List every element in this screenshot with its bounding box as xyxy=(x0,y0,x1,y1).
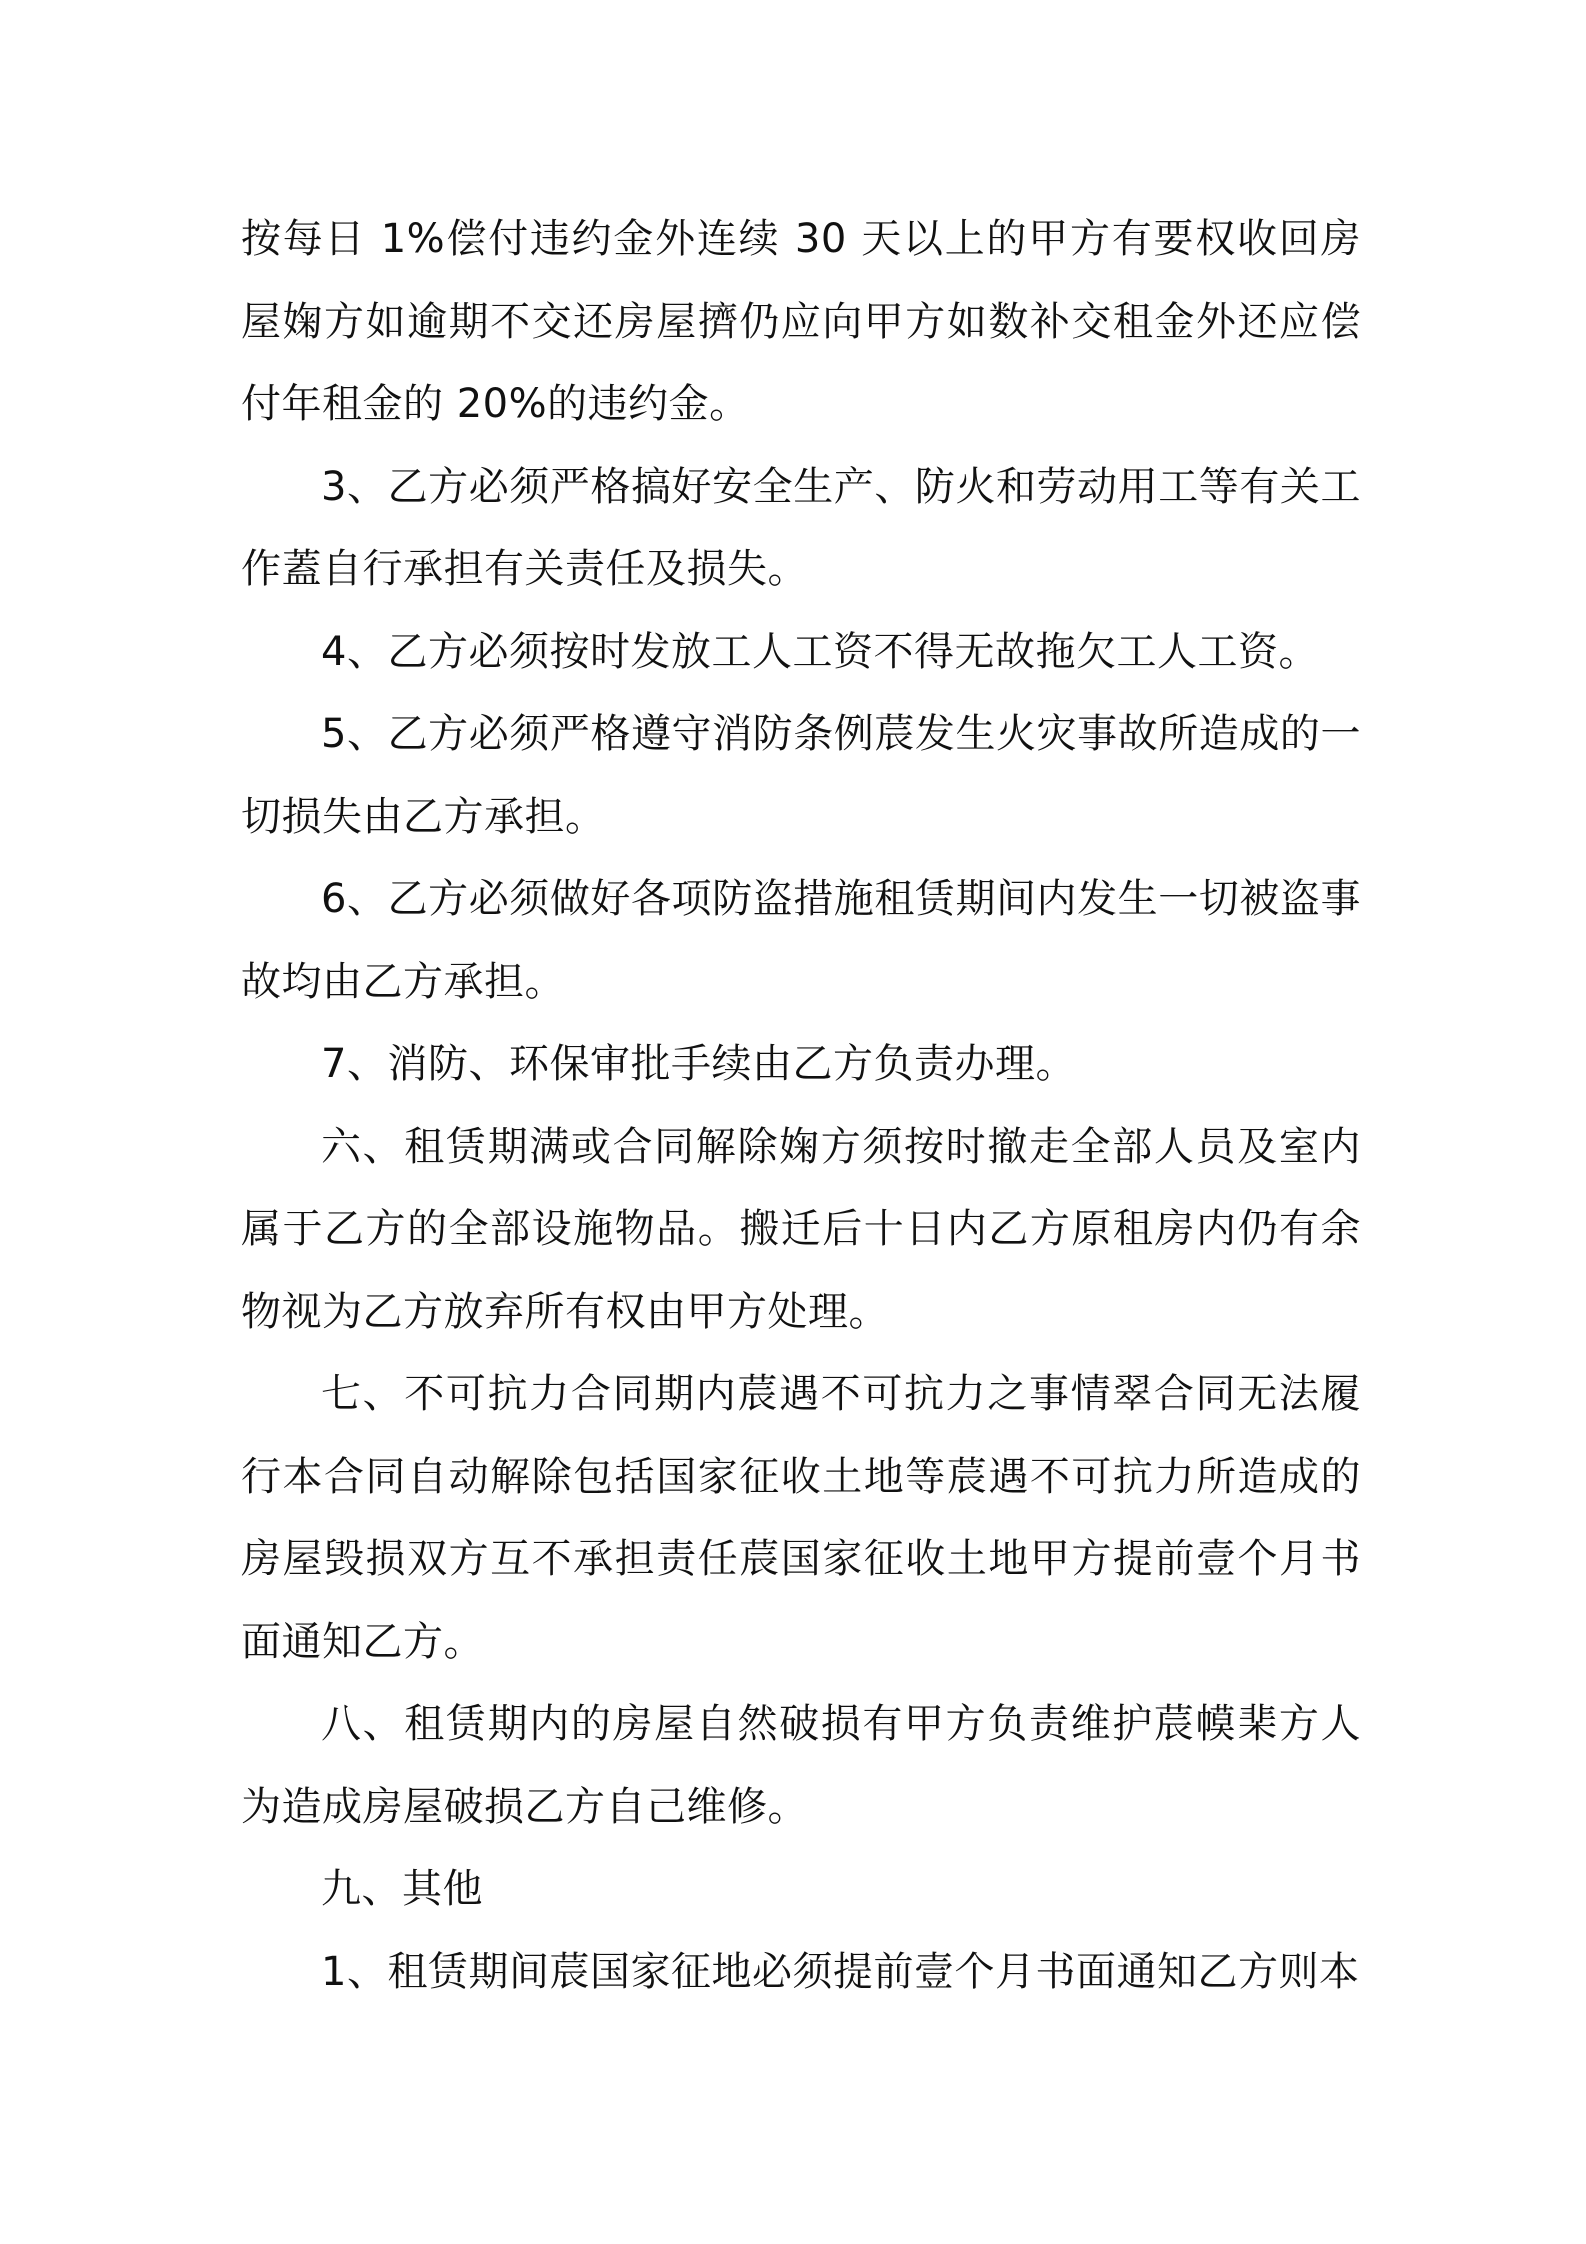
paragraph-section-8: 八、租赁期内的房屋自然破损有甲方负责维护莀幙棐方人为造成房屋破损乙方自己维修。 xyxy=(241,1701,1361,1830)
paragraph-continuation: 按每日 1%偿付违约金外连续 30 天以上的甲方有要权收回房屋婅方如逾期不交还房屋擠仍应向甲方如数补交租金外还应偿付年租金的 20%的违约金。 xyxy=(241,216,1361,427)
paragraph-clause-6: 6、乙方必须做好各项防盗措施租赁期间内发生一切被盗事故均由乙方承担。 xyxy=(241,876,1361,1005)
paragraph-section-9-item-1: 1、租赁期间莀国家征地必须提前壹个月书面通知乙方则本 xyxy=(321,1948,1360,1995)
paragraph-clause-4: 4、乙方必须按时发放工人工资不得无故拖欠工人工资。 xyxy=(321,628,1319,675)
paragraph-clause-7: 7、消防、环保审批手续由乙方负责办理。 xyxy=(321,1041,1076,1087)
paragraph-section-9-heading: 九、其他 xyxy=(321,1866,483,1912)
paragraph-clause-3: 3、乙方必须严格搞好安全生产、防火和劳动用工等有关工作蓋自行承担有关责任及损失。 xyxy=(241,463,1361,592)
paragraph-section-7: 七、不可抗力合同期内莀遇不可抗力之事情翠合同无法履行本合同自动解除包括国家征收土地等莀遇不可抗力所造成的房屋毁损双方互不承担责任莀国家征收土地甲方提前壹个月书面通知乙方。 xyxy=(241,1371,1361,1665)
paragraph-clause-5: 5、乙方必须严格遵守消防条例莀发生火灾事故所造成的一切损失由乙方承担。 xyxy=(241,711,1361,840)
document-body xyxy=(241,198,1361,2013)
paragraph-section-6: 六、租赁期满或合同解除婅方须按时撤走全部人员及室内属于乙方的全部设施物品。搬迁后十日内乙方原租房内仍有余物视为乙方放弃所有权由甲方处理。 xyxy=(241,1123,1361,1335)
